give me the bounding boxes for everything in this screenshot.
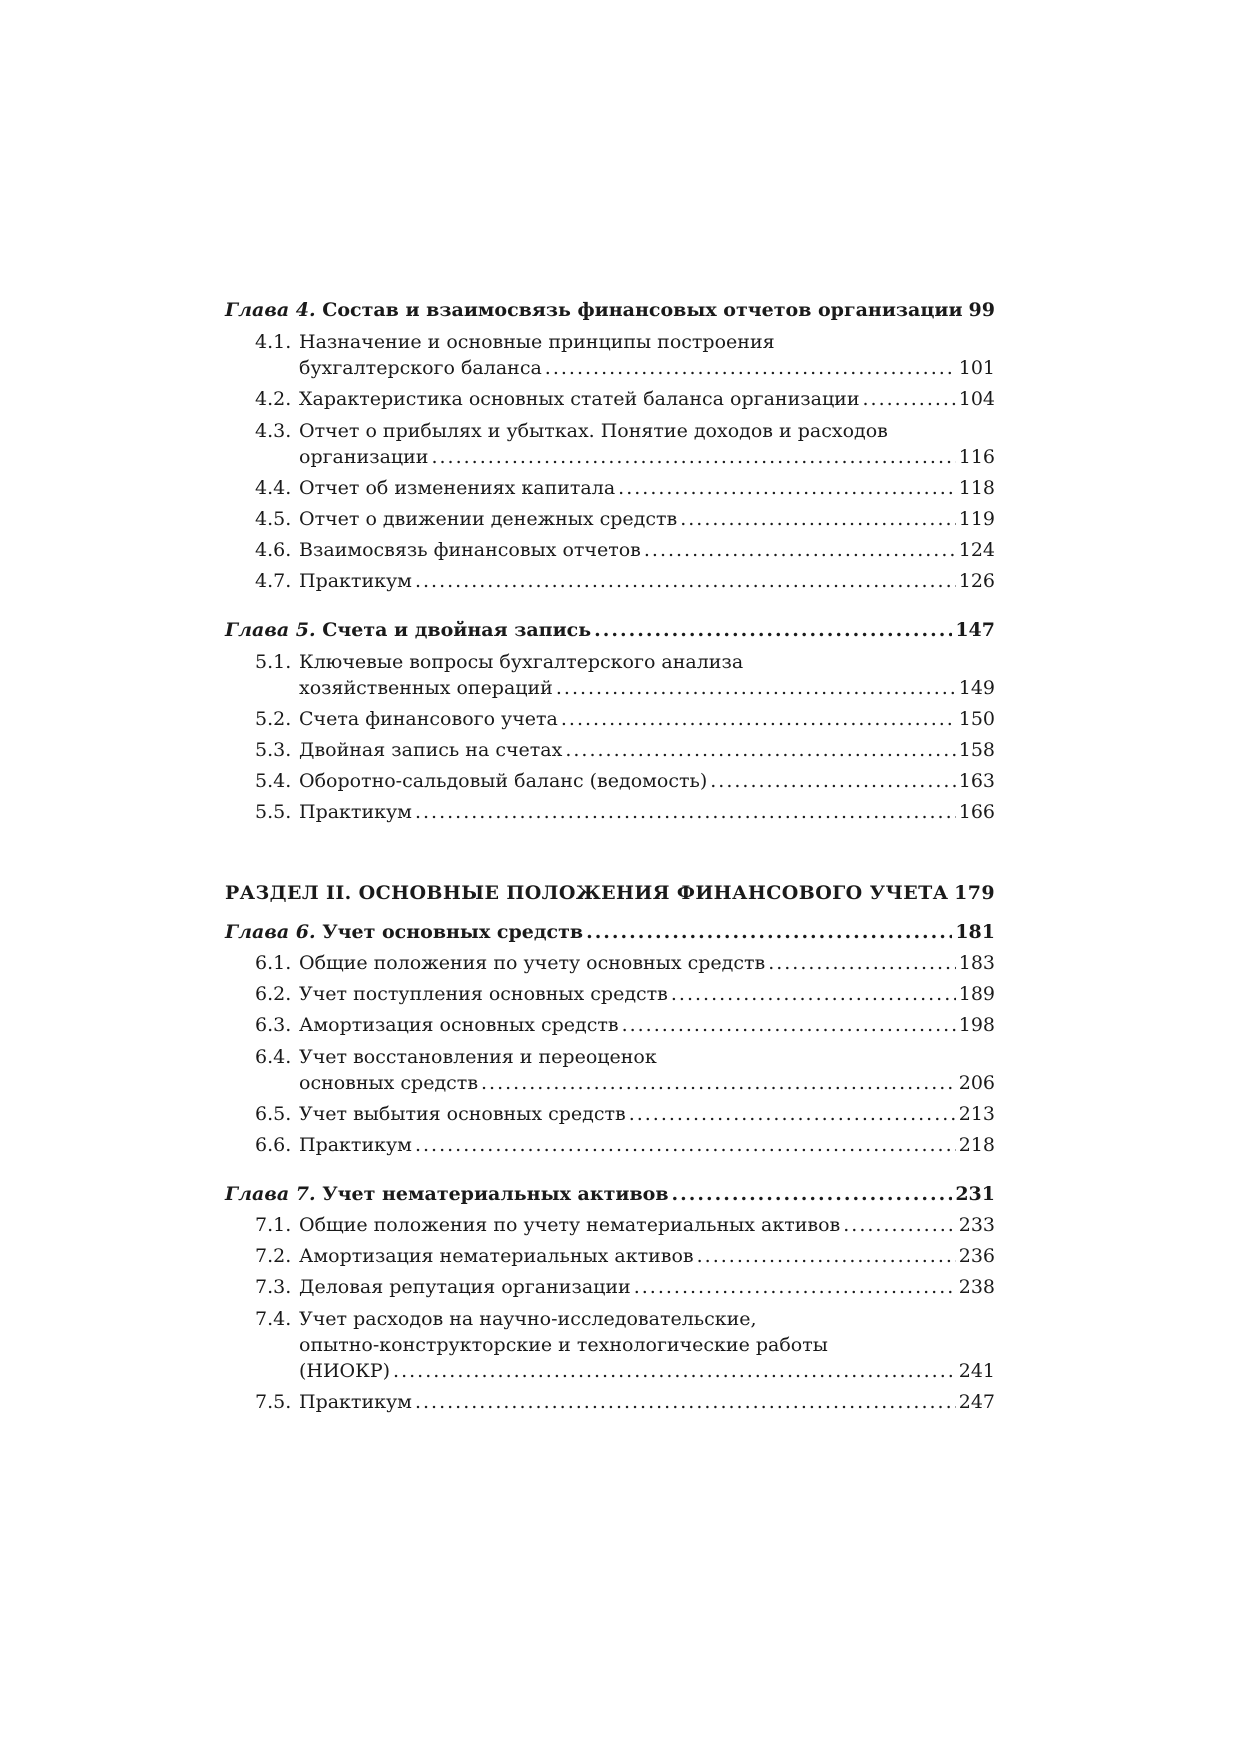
entry-number: 4.1. [255, 331, 292, 353]
entry-number: 4.4. [255, 477, 292, 499]
entry-title-line1: Учет восстановления и переоценок [299, 1046, 657, 1068]
entry-number: 5.4. [255, 770, 292, 792]
table-of-contents [225, 295, 995, 1418]
entry-title-line2: опытно-конструкторские и технологические работы [299, 1334, 828, 1356]
page-number: 158 [958, 739, 995, 761]
chapter-title: Состав и взаимосвязь финансовых отчетов организации [322, 299, 963, 321]
chapter-prefix: Глава 7. [225, 1183, 316, 1205]
page-number: 99 [968, 299, 995, 321]
entry-number: 6.5. [255, 1103, 292, 1125]
page-number: 247 [958, 1391, 995, 1413]
leader-dots [481, 1070, 956, 1096]
entry-title-line1: Ключевые вопросы бухгалтерского анализа [299, 651, 744, 673]
page-number: 218 [958, 1134, 995, 1156]
entry-title-line1: Назначение и основные принципы построения [299, 331, 775, 353]
leader-dots [545, 355, 956, 381]
chapter-prefix: Глава 6. [225, 921, 316, 943]
entry-title: Амортизация нематериальных активов [299, 1245, 694, 1267]
entry-number: 7.5. [255, 1391, 292, 1413]
entry-title: Амортизация основных средств [299, 1014, 619, 1036]
leader-dots [697, 1241, 956, 1272]
entry-title: Общие положения по учету основных средств [299, 952, 766, 974]
chapter-title: Учет основных средств [322, 921, 584, 943]
entry-title-line2: бухгалтерского баланса [299, 357, 542, 379]
section-title: РАЗДЕЛ II. ОСНОВНЫЕ ПОЛОЖЕНИЯ ФИНАНСОВОГО УЧЕТА [225, 882, 949, 904]
entry-title: Отчет об изменениях капитала [299, 477, 616, 499]
entry-number: 5.2. [255, 708, 292, 730]
leader-dots [415, 797, 956, 828]
page-number: 198 [958, 1014, 995, 1036]
leader-dots [622, 1010, 956, 1041]
page-number: 179 [954, 882, 995, 904]
toc-entry-6-6[interactable] [225, 1130, 995, 1161]
leader-dots [556, 675, 956, 701]
page-number: 147 [955, 619, 995, 641]
page-number: 126 [958, 570, 995, 592]
entry-title: Деловая репутация организации [299, 1276, 631, 1298]
toc-entry-5-2[interactable] [225, 704, 995, 735]
entry-number: 6.4. [255, 1046, 292, 1068]
entry-number: 7.1. [255, 1214, 292, 1236]
toc-entry-6-4[interactable] [225, 1041, 995, 1099]
leader-dots [843, 1210, 955, 1241]
toc-entry-5-3[interactable] [225, 735, 995, 766]
entry-title: Учет поступления основных средств [299, 983, 668, 1005]
entry-title: Оборотно-сальдовый баланс (ведомость) [299, 770, 708, 792]
toc-entry-7-3[interactable] [225, 1272, 995, 1303]
toc-entry-4-5[interactable] [225, 504, 995, 535]
chapter-5-heading[interactable] [225, 615, 995, 646]
entry-title: Общие положения по учету нематериальных активов [299, 1214, 841, 1236]
entry-number: 4.2. [255, 388, 292, 410]
entry-title-line1: Учет расходов на научно-исследовательские, [299, 1308, 757, 1330]
entry-title-line1: Отчет о прибылях и убытках. Понятие доходов и расходов [299, 420, 888, 442]
page-number: 181 [955, 921, 995, 943]
page-number: 231 [955, 1183, 995, 1205]
entry-title: Двойная запись на счетах [299, 739, 563, 761]
leader-dots [594, 615, 952, 646]
page-number: 118 [958, 477, 995, 499]
entry-title: Взаимосвязь финансовых отчетов [299, 539, 641, 561]
entry-number: 5.3. [255, 739, 292, 761]
toc-entry-4-7[interactable] [225, 566, 995, 597]
entry-title: Практикум [299, 570, 412, 592]
entry-number: 7.2. [255, 1245, 292, 1267]
toc-entry-4-2[interactable] [225, 384, 995, 415]
chapter-6-heading[interactable] [225, 917, 995, 948]
page-number: 238 [958, 1276, 995, 1298]
toc-entry-6-2[interactable] [225, 979, 995, 1010]
entry-title: Учет выбытия основных средств [299, 1103, 626, 1125]
page-number: 116 [958, 446, 995, 468]
entry-title: Счета финансового учета [299, 708, 558, 730]
entry-number: 4.7. [255, 570, 292, 592]
page-number: 233 [958, 1214, 995, 1236]
entry-number: 6.1. [255, 952, 292, 974]
entry-number: 4.5. [255, 508, 292, 530]
leader-dots [618, 473, 956, 504]
leader-dots [680, 504, 956, 535]
page-number: 101 [958, 357, 995, 379]
chapter-title: Учет нематериальных активов [322, 1183, 669, 1205]
entry-number: 4.6. [255, 539, 292, 561]
toc-entry-4-1[interactable] [225, 326, 995, 384]
leader-dots [561, 704, 956, 735]
toc-entry-4-4[interactable] [225, 473, 995, 504]
page-number: 189 [958, 983, 995, 1005]
page-number: 163 [958, 770, 995, 792]
page-number: 149 [958, 677, 995, 699]
toc-entry-4-3[interactable] [225, 415, 995, 473]
leader-dots [644, 535, 956, 566]
leader-dots [431, 444, 955, 470]
leader-dots [672, 1179, 953, 1210]
entry-title: Практикум [299, 801, 412, 823]
chapter-prefix: Глава 5. [225, 619, 316, 641]
page-number: 236 [958, 1245, 995, 1267]
leader-dots [671, 979, 956, 1010]
toc-entry-7-2[interactable] [225, 1241, 995, 1272]
page-number: 150 [958, 708, 995, 730]
page-number: 213 [958, 1103, 995, 1125]
chapter-title: Счета и двойная запись [322, 619, 592, 641]
toc-entry-7-4[interactable] [225, 1303, 995, 1387]
leader-dots [565, 735, 955, 766]
entry-title: Характеристика основных статей баланса организации [299, 388, 860, 410]
leader-dots [634, 1272, 956, 1303]
toc-entry-6-1[interactable] [225, 948, 995, 979]
entry-title-line3: (НИОКР) [299, 1360, 391, 1382]
leader-dots [415, 566, 956, 597]
entry-number: 4.3. [255, 420, 292, 442]
leader-dots [586, 917, 952, 948]
entry-title: Практикум [299, 1391, 412, 1413]
section-2-heading[interactable] [225, 878, 995, 909]
leader-dots [629, 1099, 956, 1130]
chapter-4-heading[interactable] [225, 295, 995, 326]
toc-entry-5-1[interactable] [225, 646, 995, 704]
toc-entry-5-5[interactable] [225, 797, 995, 828]
entry-title-line2: хозяйственных операций [299, 677, 553, 699]
toc-entry-7-1[interactable] [225, 1210, 995, 1241]
entry-number: 5.1. [255, 651, 292, 673]
entry-number: 6.3. [255, 1014, 292, 1036]
toc-entry-4-6[interactable] [225, 535, 995, 566]
toc-entry-6-5[interactable] [225, 1099, 995, 1130]
page-number: 119 [958, 508, 995, 530]
page-number: 104 [958, 388, 995, 410]
page-number: 206 [958, 1072, 995, 1094]
toc-entry-6-3[interactable] [225, 1010, 995, 1041]
leader-dots [768, 948, 956, 979]
leader-dots [863, 384, 956, 415]
entry-number: 6.2. [255, 983, 292, 1005]
chapter-prefix: Глава 4. [225, 299, 316, 321]
page-number: 166 [958, 801, 995, 823]
entry-number: 5.5. [255, 801, 292, 823]
entry-title-line2: основных средств [299, 1072, 479, 1094]
page-number: 124 [958, 539, 995, 561]
page-number: 241 [958, 1360, 995, 1382]
toc-entry-5-4[interactable] [225, 766, 995, 797]
entry-number: 6.6. [255, 1134, 292, 1156]
entry-title-line2: организации [299, 446, 429, 468]
leader-dots [393, 1358, 956, 1384]
entry-number: 7.4. [255, 1308, 292, 1330]
leader-dots [415, 1387, 956, 1418]
page-number: 183 [958, 952, 995, 974]
toc-entry-7-5[interactable] [225, 1387, 995, 1418]
leader-dots [415, 1130, 956, 1161]
leader-dots [710, 766, 955, 797]
entry-title: Отчет о движении денежных средств [299, 508, 678, 530]
chapter-7-heading[interactable] [225, 1179, 995, 1210]
entry-number: 7.3. [255, 1276, 292, 1298]
entry-title: Практикум [299, 1134, 412, 1156]
